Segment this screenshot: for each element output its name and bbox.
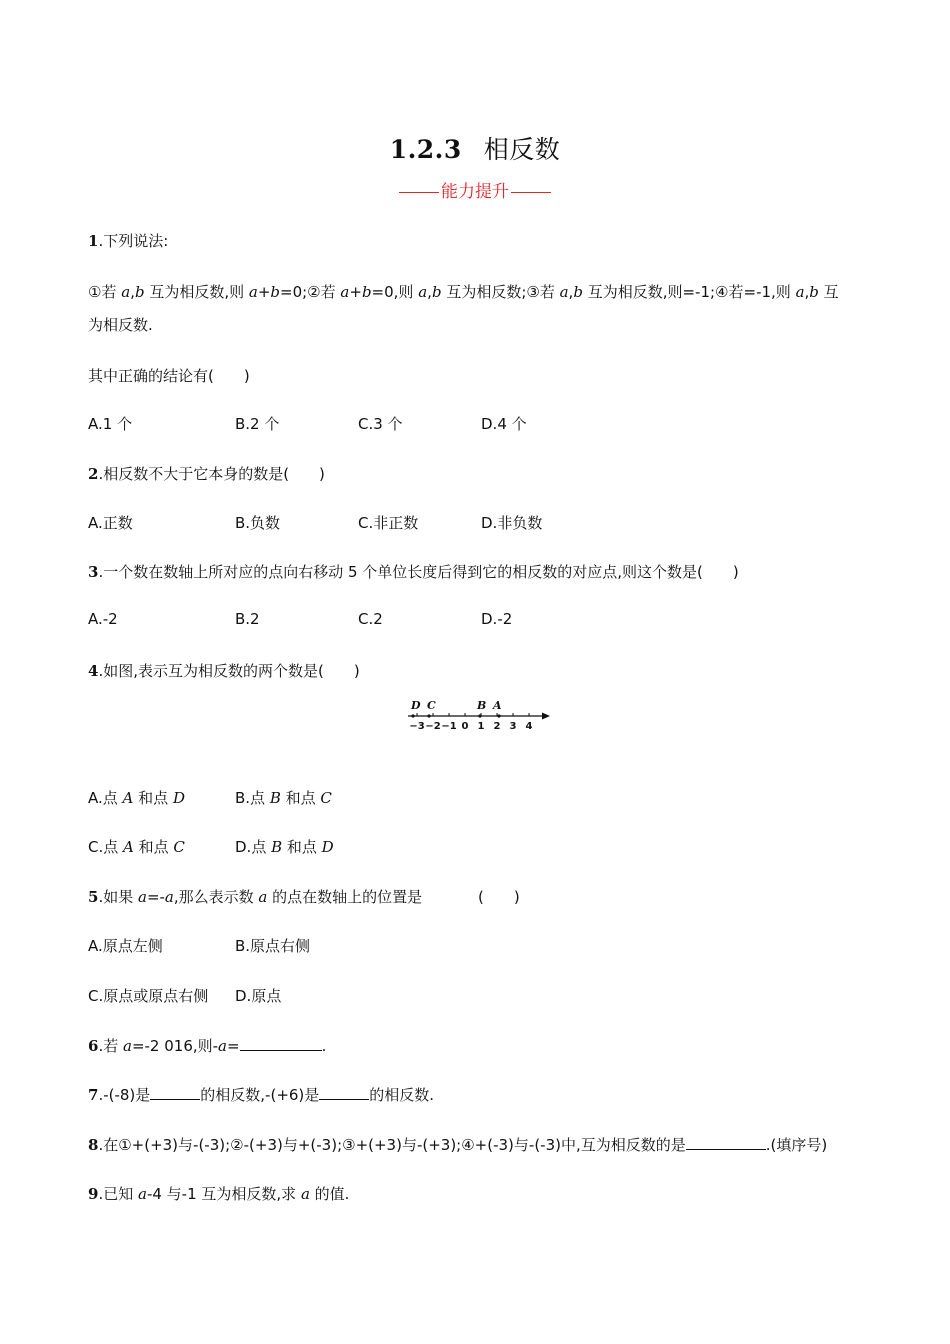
- text: .: [321, 1037, 327, 1055]
- answer-blank[interactable]: [686, 1135, 766, 1150]
- var: D: [172, 789, 185, 807]
- text: 互: [818, 283, 839, 301]
- tick-label: −3: [409, 721, 425, 732]
- text: 的相反数,-(+6)是: [200, 1086, 320, 1104]
- q5-option-d[interactable]: D.原点: [235, 987, 282, 1005]
- question-6-stem: [88, 1035, 326, 1056]
- point-b: [478, 714, 481, 717]
- q3-option-a[interactable]: A.-2: [88, 610, 118, 628]
- text: .若: [98, 1037, 123, 1055]
- text: 的相反数.: [369, 1086, 435, 1104]
- question-number: 8: [88, 1136, 99, 1154]
- var: a: [137, 1185, 147, 1203]
- text: 互为相反数;③若: [441, 283, 560, 301]
- tick-label: −1: [441, 721, 457, 732]
- q5-answer-paren: ( ): [478, 888, 520, 906]
- tick-label: 1: [477, 721, 485, 732]
- question-9-stem: [88, 1183, 349, 1204]
- text: ,: [804, 283, 810, 301]
- q4-option-b[interactable]: [235, 787, 332, 808]
- question-1-stem: [88, 230, 168, 251]
- text: ,: [427, 283, 432, 301]
- q4-option-a[interactable]: [88, 787, 185, 808]
- q5-option-b[interactable]: B.原点右侧: [235, 937, 311, 955]
- text: .-(-8)是: [98, 1086, 151, 1104]
- var: a: [258, 888, 268, 906]
- answer-blank-2[interactable]: [319, 1085, 369, 1100]
- text: 互为相反数,则=-1;④若=-1,则: [582, 283, 796, 301]
- question-8-stem: [88, 1134, 827, 1155]
- section-title: 相反数: [483, 135, 561, 164]
- question-text: .一个数在数轴上所对应的点向右移动 5 个单位长度后得到它的相反数的对应点,则这个数是( ): [98, 563, 739, 581]
- text: ,那么表示数: [173, 888, 259, 906]
- q1-option-d[interactable]: D.4 个: [481, 415, 527, 433]
- var: A: [122, 789, 134, 807]
- point-a: [497, 714, 500, 717]
- question-number: 5: [88, 888, 99, 906]
- text: +: [349, 283, 362, 301]
- var: B: [269, 789, 281, 807]
- question-number: 1: [88, 232, 99, 250]
- var: D: [321, 838, 334, 856]
- text: 和点: [280, 789, 321, 807]
- question-3-stem: [88, 561, 739, 582]
- text: .已知: [98, 1185, 138, 1203]
- text: =-2 016,则-: [131, 1037, 219, 1055]
- number-line-figure: [400, 696, 560, 740]
- var: a: [795, 283, 805, 301]
- q2-option-d[interactable]: D.非负数: [481, 514, 543, 532]
- text: 的点在数轴上的位置是: [267, 888, 423, 906]
- tick-label: −2: [425, 721, 441, 732]
- question-1-ask: 其中正确的结论有( ): [88, 367, 250, 385]
- question-number: 4: [88, 662, 99, 680]
- point-d: [411, 714, 414, 717]
- question-4-stem: [88, 660, 360, 681]
- var: a: [418, 283, 428, 301]
- q1-option-c[interactable]: C.3 个: [358, 415, 403, 433]
- text: ①若: [88, 283, 122, 301]
- question-number: 3: [88, 563, 99, 581]
- question-number: 9: [88, 1185, 99, 1203]
- text: ,: [568, 283, 574, 301]
- var: b: [361, 283, 372, 301]
- var: a: [340, 283, 350, 301]
- question-5-stem: [88, 886, 422, 907]
- var: b: [573, 283, 583, 301]
- text: -4 与-1 互为相反数,求: [146, 1185, 301, 1203]
- number-line-svg: [400, 696, 560, 736]
- var: a: [248, 283, 258, 301]
- var: C: [320, 789, 332, 807]
- text: =: [227, 1037, 240, 1055]
- point-label-d: D: [411, 699, 421, 712]
- text: A.点: [88, 789, 123, 807]
- decor-line-right: [511, 192, 551, 193]
- text: .在①+(+3)与-(-3);②-(+3)与+(-3);③+(+3)与-(+3);④+(-3)与-(-3)中,互为相反数的是: [98, 1136, 686, 1154]
- point-label-b: B: [477, 699, 487, 712]
- var: a: [122, 1037, 132, 1055]
- q3-option-c[interactable]: C.2: [358, 610, 383, 628]
- q3-option-b[interactable]: B.2: [235, 610, 260, 628]
- tick-label: 4: [525, 721, 533, 732]
- var: B: [271, 838, 283, 856]
- var: b: [134, 283, 145, 301]
- var: a: [559, 283, 569, 301]
- decor-line-left: [399, 192, 439, 193]
- var: b: [431, 283, 442, 301]
- var: a: [137, 888, 147, 906]
- var: a: [218, 1037, 227, 1055]
- point-label-a: A: [493, 699, 502, 712]
- q5-option-c[interactable]: C.原点或原点右侧: [88, 987, 209, 1005]
- section-label-text: 能力提升: [441, 182, 509, 202]
- q1-option-b[interactable]: B.2 个: [235, 415, 280, 433]
- question-1-statements-line2: 为相反数.: [88, 316, 153, 334]
- q4-option-d[interactable]: [235, 836, 334, 857]
- var: b: [270, 283, 281, 301]
- question-1-statements: [88, 281, 839, 302]
- point-label-c: C: [427, 699, 436, 712]
- answer-blank[interactable]: [240, 1036, 322, 1051]
- q3-option-d[interactable]: D.-2: [481, 610, 513, 628]
- section-number: 1.2.3: [389, 135, 462, 164]
- var: a: [300, 1185, 310, 1203]
- section-label: [0, 177, 950, 202]
- answer-blank-1[interactable]: [150, 1085, 200, 1100]
- text: 和点: [133, 789, 173, 807]
- question-text: .下列说法:: [98, 232, 169, 250]
- text: 和点: [133, 838, 174, 856]
- q5-option-a[interactable]: A.原点左侧: [88, 937, 163, 955]
- var: a: [121, 283, 131, 301]
- question-text: .相反数不大于它本身的数是( ): [98, 465, 325, 483]
- text: .如果: [98, 888, 138, 906]
- tick-label: 3: [509, 721, 517, 732]
- q4-option-c[interactable]: [88, 836, 185, 857]
- text: 和点: [282, 838, 322, 856]
- text: C.点: [88, 838, 124, 856]
- var: a: [164, 888, 174, 906]
- text: =0;②若: [280, 283, 341, 301]
- text: +: [257, 283, 271, 301]
- var: C: [173, 838, 185, 856]
- q1-option-a[interactable]: A.1 个: [88, 415, 133, 433]
- question-2-stem: [88, 463, 325, 484]
- question-7-stem: [88, 1084, 434, 1105]
- text: =0,则: [371, 283, 419, 301]
- text: D.点: [235, 838, 272, 856]
- q2-option-b[interactable]: B.负数: [235, 514, 281, 532]
- var: A: [123, 838, 134, 856]
- point-c: [427, 714, 430, 717]
- tick-label: 0: [461, 721, 469, 732]
- text: 的值.: [309, 1185, 350, 1203]
- text: 互为相反数,则: [144, 283, 249, 301]
- question-number: 6: [88, 1037, 99, 1055]
- page-title: [0, 130, 950, 166]
- text: .(填序号): [765, 1136, 828, 1154]
- var: b: [809, 283, 819, 301]
- text: B.点: [235, 789, 270, 807]
- tick-label: 2: [493, 721, 501, 732]
- text: =-: [146, 888, 165, 906]
- axis-arrow: [542, 713, 550, 720]
- question-number: 7: [88, 1086, 99, 1104]
- question-number: 2: [88, 465, 99, 483]
- q2-option-a[interactable]: A.正数: [88, 514, 133, 532]
- q2-option-c[interactable]: C.非正数: [358, 514, 419, 532]
- text: ,: [130, 283, 135, 301]
- question-text: .如图,表示互为相反数的两个数是( ): [98, 662, 360, 680]
